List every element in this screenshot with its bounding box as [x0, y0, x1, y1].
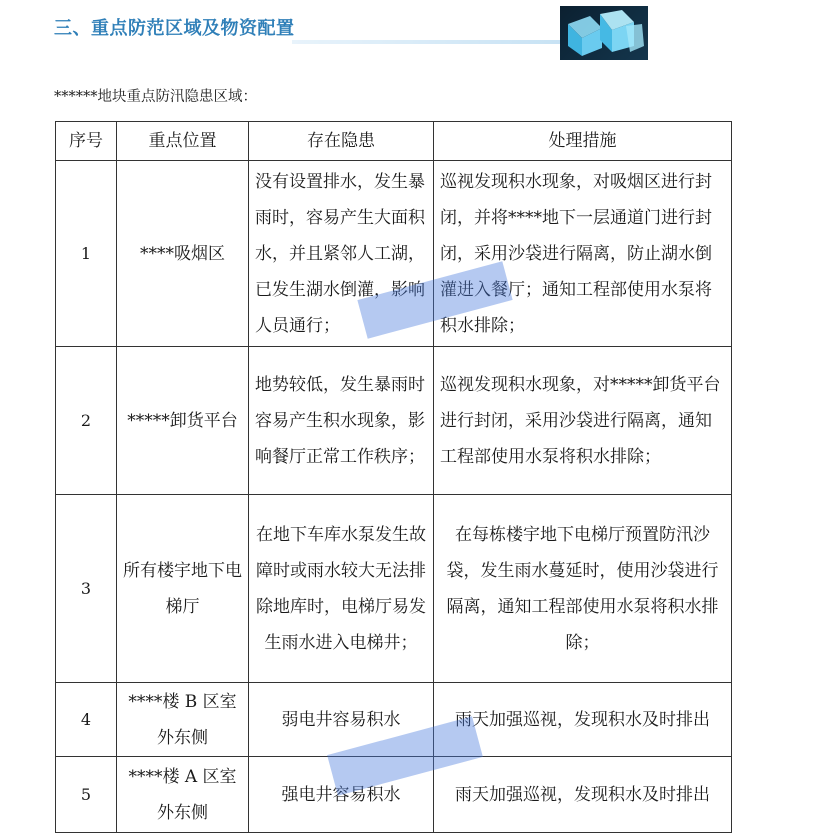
row-measure: 巡视发现积水现象，对*****卸货平台进行封闭，采用沙袋进行隔离，通知工程部使用水泵将积水排除；	[434, 347, 732, 495]
header-measure: 处理措施	[434, 122, 732, 161]
row-measure: 在每栋楼宇地下电梯厅预置防汛沙袋，发生雨水蔓延时，使用沙袋进行隔离，通知工程部使用水泵将积水排除；	[434, 495, 732, 683]
hazard-table	[55, 121, 732, 833]
row-location: ****吸烟区	[117, 161, 249, 347]
table-row	[56, 495, 732, 683]
heading-underline	[292, 40, 564, 44]
header-no: 序号	[56, 122, 117, 161]
table-row	[56, 161, 732, 347]
table-row	[56, 757, 732, 833]
row-location: ****楼 A 区室外东侧	[117, 757, 249, 833]
ice-cubes-icon	[560, 6, 648, 60]
row-hazard: 地势较低，发生暴雨时容易产生积水现象，影响餐厅正常工作秩序；	[249, 347, 434, 495]
row-hazard: 没有设置排水，发生暴雨时，容易产生大面积水，并且紧邻人工湖，已发生湖水倒灌，影响人员通行；	[249, 161, 434, 347]
row-measure: 雨天加强巡视，发现积水及时排出	[434, 683, 732, 757]
row-no: 2	[56, 347, 117, 495]
intro-line: ******地块重点防汛隐患区域：	[54, 89, 257, 105]
header-hazard: 存在隐患	[249, 122, 434, 161]
row-location: ****楼 B 区室外东侧	[117, 683, 249, 757]
row-hazard: 弱电井容易积水	[249, 683, 434, 757]
table-header-row	[56, 122, 732, 161]
row-no: 3	[56, 495, 117, 683]
row-no: 1	[56, 161, 117, 347]
header-location: 重点位置	[117, 122, 249, 161]
row-no: 5	[56, 757, 117, 833]
row-measure: 雨天加强巡视，发现积水及时排出	[434, 757, 732, 833]
row-measure: 巡视发现积水现象，对吸烟区进行封闭，并将****地下一层通道门进行封闭，采用沙袋进行隔离，防止湖水倒灌进入餐厅；通知工程部使用水泵将积水排除；	[434, 161, 732, 347]
row-location: *****卸货平台	[117, 347, 249, 495]
row-hazard: 强电井容易积水	[249, 757, 434, 833]
row-location: 所有楼宇地下电梯厅	[117, 495, 249, 683]
table-row	[56, 683, 732, 757]
row-no: 4	[56, 683, 117, 757]
section-title: 三、重点防范区域及物资配置	[54, 18, 295, 39]
table-row	[56, 347, 732, 495]
row-hazard: 在地下车库水泵发生故障时或雨水较大无法排除地库时，电梯厅易发生雨水进入电梯井；	[249, 495, 434, 683]
